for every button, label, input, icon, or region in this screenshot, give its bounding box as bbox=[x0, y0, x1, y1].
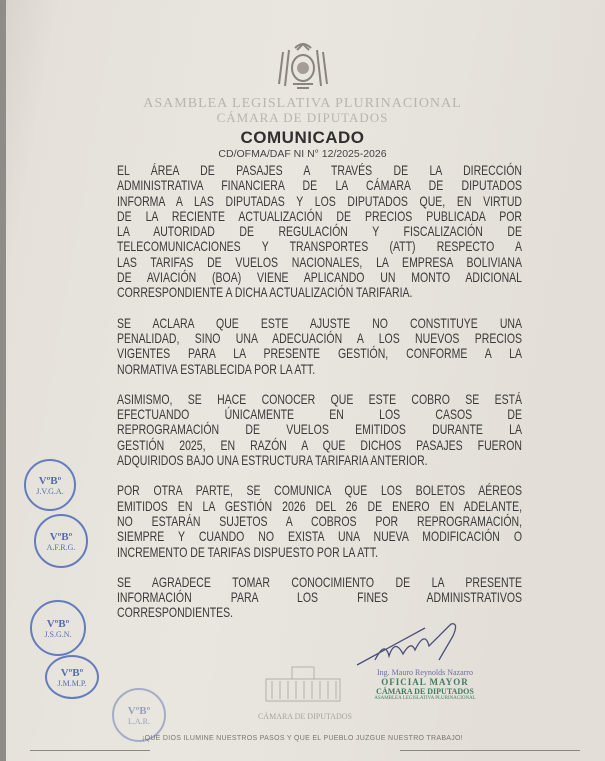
stamp-mark: VºBº bbox=[60, 666, 84, 679]
footer-motto: ¡QUE DIOS ILUMINE NUESTROS PASOS Y QUE EL PUEBLO JUZGUE NUESTRO TRABAJO! bbox=[141, 735, 464, 742]
approval-stamp bbox=[45, 655, 99, 699]
paragraph bbox=[117, 163, 522, 301]
building-logo-icon bbox=[262, 665, 344, 705]
text-line: NORMATIVA ESTABLECIDA POR LA ATT. bbox=[117, 360, 316, 377]
text-line: INFORMACIÓN PARA LOS FINES ADMINISTRATIVOS bbox=[117, 589, 522, 606]
approval-stamp bbox=[24, 459, 76, 511]
approval-stamp bbox=[112, 688, 166, 742]
text-line: DE AVIACIÓN (BOA) VIENE APLICANDO UN MONTO ADICIONAL bbox=[117, 269, 522, 286]
handwritten-signature bbox=[355, 620, 475, 670]
text-line: NO ESTARÁN SUJETOS A COBROS POR REPROGRAMACIÓN, bbox=[117, 512, 522, 529]
approval-stamp bbox=[34, 514, 88, 568]
text-line: LAS TARIFAS DE VUELOS NACIONALES, LA EMPRESA BOLIVIANA bbox=[117, 253, 522, 270]
stamp-initials: A.F.R.G. bbox=[46, 542, 76, 552]
stamp-mark: VºBº bbox=[127, 704, 151, 717]
signatory-org-assembly: ASAMBLEA LEGISLATIVA PLURINACIONAL bbox=[374, 696, 476, 701]
stamp-mark: VºBº bbox=[46, 617, 70, 630]
footer-divider bbox=[400, 750, 580, 751]
stamp-initials: J.M.M.P. bbox=[57, 678, 87, 688]
stamp-mark: VºBº bbox=[38, 474, 62, 487]
text-line: VIGENTES PARA LA PRESENTE GESTIÓN, CONFORME A LA bbox=[117, 345, 522, 362]
document-body bbox=[117, 163, 522, 636]
text-line: ADMINISTRATIVA FINANCIERA DE LA CÁMARA DE DIPUTADOS bbox=[117, 177, 522, 194]
text-line: POR OTRA PARTE, SE COMUNICA QUE LOS BOLETOS AÉREOS bbox=[117, 482, 522, 499]
text-line: EMITIDOS EN LA GESTIÓN 2026 DEL 26 DE ENERO EN ADELANTE, bbox=[117, 497, 522, 514]
signatory-org: CÁMARA DE DIPUTADOS bbox=[376, 687, 474, 696]
chamber-name: CÁMARA DE DIPUTADOS bbox=[216, 110, 389, 125]
stamp-mark: VºBº bbox=[49, 530, 73, 543]
text-line: CORRESPONDIENTES. bbox=[117, 604, 234, 621]
coat-of-arms-icon bbox=[275, 40, 331, 92]
document-title: COMUNICADO bbox=[240, 128, 365, 147]
signature-block bbox=[355, 668, 495, 701]
text-line: TELECOMUNICACIONES Y TRANSPORTES (ATT) RESPECTO A bbox=[117, 238, 522, 255]
text-line: SE ACLARA QUE ESTE AJUSTE NO CONSTITUYE UNA bbox=[117, 314, 522, 331]
document-reference: CD/OFMA/DAF NI N° 12/2025-2026 bbox=[218, 148, 387, 160]
text-line: EFECTUANDO ÚNICAMENTE EN LOS CASOS DE bbox=[117, 406, 522, 423]
approval-stamp bbox=[30, 600, 86, 656]
signatory-role: OFICIAL MAYOR bbox=[381, 677, 469, 687]
text-line: DE LA RECIENTE ACTUALIZACIÓN DE PRECIOS PUBLICADA POR bbox=[117, 207, 522, 224]
text-line: SIEMPRE Y CUANDO NO EXISTA UNA NUEVA MODIFICACIÓN O bbox=[117, 528, 522, 545]
text-line: CORRESPONDIENTE A DICHA ACTUALIZACIÓN TARIFARIA. bbox=[117, 284, 413, 301]
building-caption: CÁMARA DE DIPUTADOS bbox=[257, 712, 353, 721]
paragraph bbox=[117, 392, 522, 468]
text-line: INFORMA A LAS DIPUTADAS Y LOS DIPUTADOS QUE, EN VIRTUD bbox=[117, 192, 522, 209]
stamp-initials: J.S.G.N. bbox=[44, 629, 72, 639]
text-line: REPROGRAMACIÓN DE VUELOS EMITIDOS DURANTE LA bbox=[117, 421, 522, 438]
text-line: ADQUIRIDOS BAJO UNA ESTRUCTURA TARIFARIA ANTERIOR. bbox=[117, 452, 428, 469]
text-line: GESTIÓN 2025, EN RAZÓN A QUE DICHOS PASAJES FUERON bbox=[117, 436, 522, 453]
text-line: ASIMISMO, SE HACE CONOCER QUE ESTE COBRO SE ESTÁ bbox=[117, 390, 522, 407]
stamp-initials: L.A.R. bbox=[128, 716, 150, 726]
institution-name: ASAMBLEA LEGISLATIVA PLURINACIONAL bbox=[143, 96, 462, 111]
text-line: EL ÁREA DE PASAJES A TRAVÉS DE LA DIRECCIÓN bbox=[117, 162, 522, 178]
paragraph bbox=[117, 483, 522, 559]
text-line: LA AUTORIDAD DE REGULACIÓN Y FISCALIZACIÓN DE bbox=[117, 223, 522, 240]
footer-divider bbox=[30, 750, 150, 751]
text-line: PENALIDAD, SINO UNA ADECUACIÓN A LOS NUEVOS PRECIOS bbox=[117, 329, 522, 346]
signatory-name: Ing. Mauro Reynolds Nazarro bbox=[377, 668, 473, 677]
paragraph bbox=[117, 316, 522, 377]
stamp-initials: J.V.G.A. bbox=[36, 486, 64, 496]
text-line: INCREMENTO DE TARIFAS DISPUESTO POR LA ATT. bbox=[117, 543, 379, 560]
text-line: SE AGRADECE TOMAR CONOCIMIENTO DE LA PRESENTE bbox=[117, 573, 522, 590]
paragraph bbox=[117, 575, 522, 621]
